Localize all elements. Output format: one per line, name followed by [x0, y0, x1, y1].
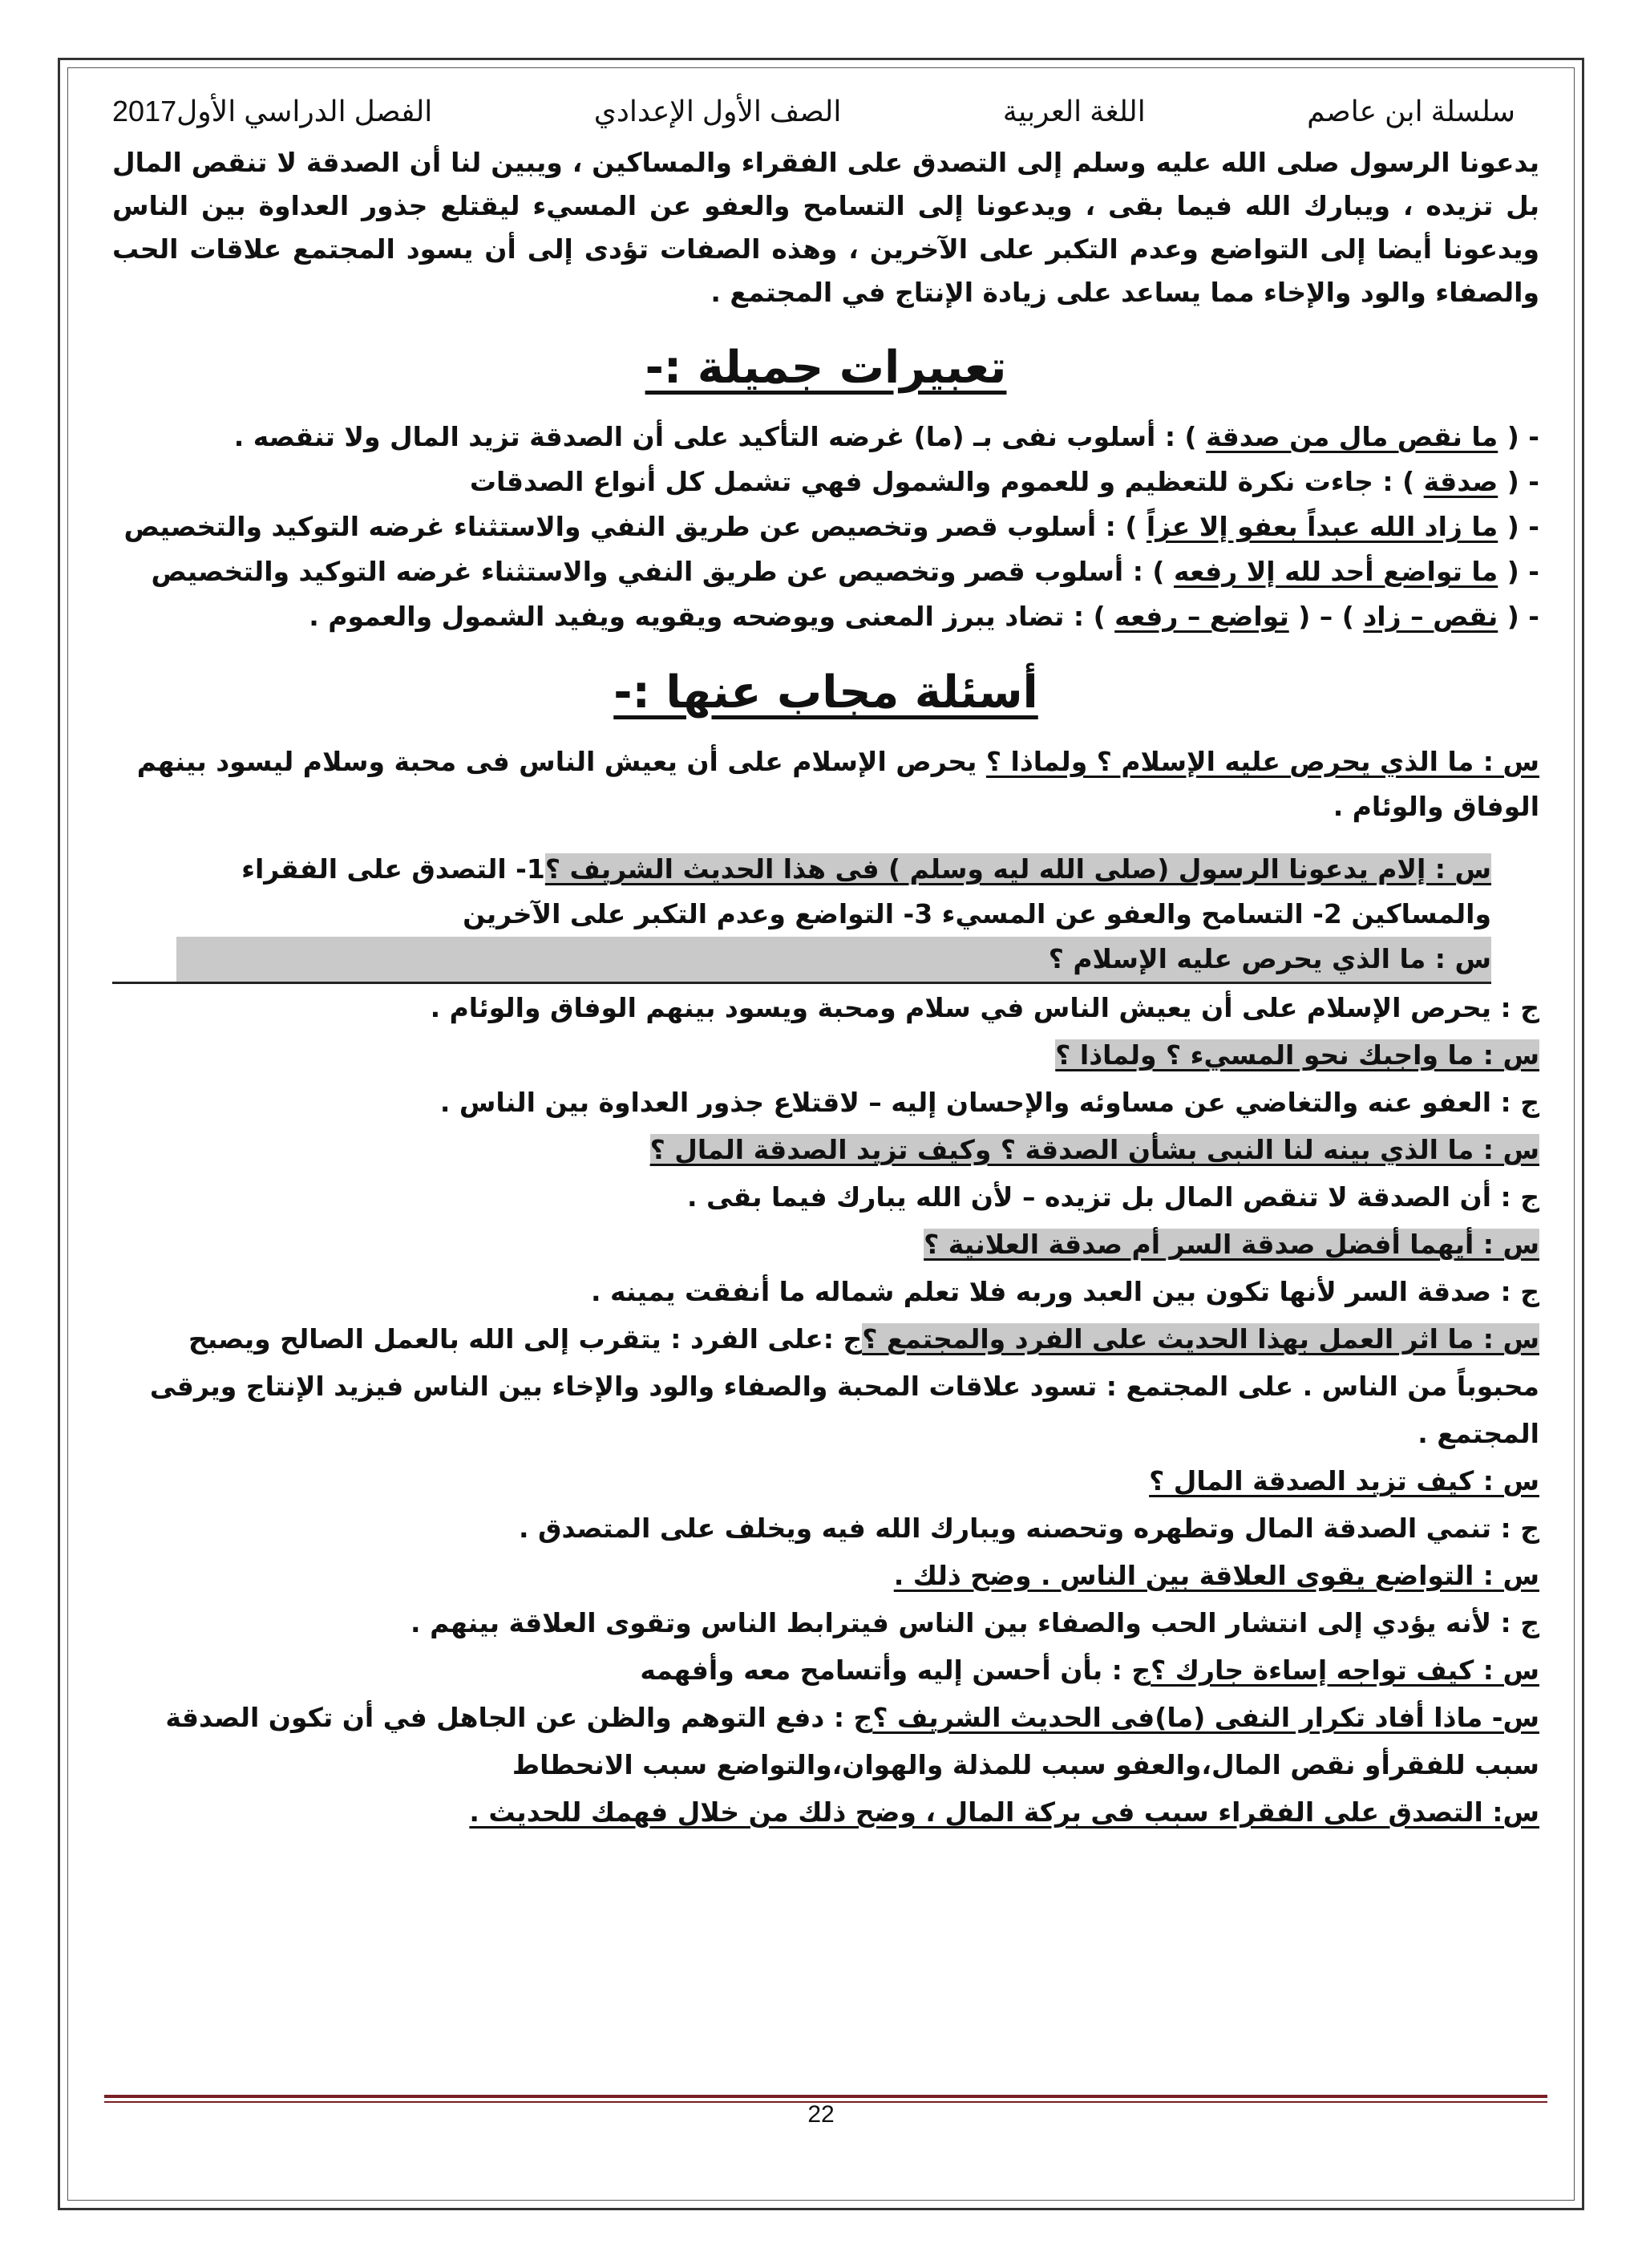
expression-item: - ( ما زاد الله عبداً بعفو إلا عزاً ) : أسلوب قصر وتخصيص عن طريق النفي والاستثناء غرضه التوكيد والتخصيص	[123, 511, 1539, 542]
question-line: س : ما الذي بينه لنا النبى بشأن الصدقة ؟ وكيف تزيد الصدقة المال ؟	[649, 1134, 1539, 1165]
qa-list	[112, 984, 1539, 1315]
question-neighbor	[112, 1646, 1539, 1694]
expression-item: - ( صدقة ) : جاءت نكرة للتعظيم و للعموم والشمول فهي تشمل كل أنواع الصدقات	[469, 466, 1539, 497]
answer-line: ج : العفو عنه والتغاضي عن مساوئه والإحسان إليه – لاقتلاع جذور العداوة بين الناس .	[439, 1087, 1539, 1118]
question-line: س : ما واجبك نحو المسيء ؟ ولماذا ؟	[1055, 1039, 1539, 1071]
answer-line: ج : صدقة السر لأنها تكون بين العبد وربه فلا تعلم شماله ما أنفقت يمينه .	[591, 1276, 1539, 1307]
header-term: الفصل الدراسي الأول2017	[112, 95, 433, 128]
question-3-text: س : ما الذي يحرص عليه الإسلام ؟	[176, 937, 1491, 982]
answer-line: ج : تنمي الصدقة المال وتطهره وتحصنه ويبارك الله فيه ويخلف على المتصدق .	[518, 1513, 1539, 1544]
intro-paragraph: يدعونا الرسول صلى الله عليه وسلم إلى التصدق على الفقراء والمساكين ، ويبين لنا أن الصدقة لا تنقص المال بل تزيده ، ويبارك الله فيما بقى ، ويدعونا إلى التسامح والعفو عن المسيء ليقتلع جذور العداوة بين الناس ويدعونا أيضا إلى التواضع وعدم التكبر على الآخرين ، وهذه الصفات تؤدى إلى أن يسود المجتمع علاقات الحب والصفاء والود والإخاء مما يساعد على زيادة الإنتاج في المجتمع .	[112, 147, 1539, 308]
question-3	[112, 937, 1491, 984]
question-last: س: التصدق على الفقراء سبب فى بركة المال ، وضح ذلك من خلال فهمك للحديث .	[469, 1796, 1539, 1828]
answer-line: ج : لأنه يؤدي إلى انتشار الحب والصفاء بين الناس فيترابط الناس وتقوى العلاقة بينهم .	[410, 1607, 1539, 1638]
header-subject: اللغة العربية	[1002, 95, 1146, 128]
question-negation-answer: ج : دفع التوهم والظن عن الجاهل في أن تكون الصدقة سبب للفقرأو نقص المال،والعفو سبب للمذلة والهوان،والتواضع سبب الانحطاط	[165, 1702, 1539, 1780]
question-effect	[112, 1315, 1539, 1457]
question-2-text: س : إلام يدعونا الرسول (صلى الله ليه وسلم ) فى هذا الحديث الشريف ؟	[544, 853, 1491, 885]
answer-line: ج : أن الصدقة لا تنقص المال بل تزيده – لأن الله يبارك فيما بقى .	[686, 1181, 1539, 1213]
page-header	[112, 95, 1539, 141]
footer-rule	[104, 2095, 1547, 2098]
question-line: س : التواضع يقوى العلاقة بين الناس . وضح ذلك .	[893, 1560, 1539, 1591]
page-number: 22	[807, 2101, 835, 2128]
expression-item: - ( ما نقص مال من صدقة ) : أسلوب نفى بـ (ما) غرضه التأكيد على أن الصدقة تزيد المال ولا تنقصه .	[233, 421, 1539, 452]
question-negation-text: س- ماذا أفاد تكرار النفى (ما)فى الحديث الشريف ؟	[872, 1702, 1539, 1733]
question-line: س : أيهما أفضل صدقة السر أم صدقة العلانية ؟	[924, 1229, 1539, 1260]
header-grade: الصف الأول الإعدادي	[593, 95, 842, 128]
question-effect-answer: ج :على الفرد : يتقرب إلى الله بالعمل الصالح ويصبح محبوباً من الناس . على المجتمع : تسود علاقات المحبة والصفاء والود والإخاء بين الناس فيزيد الإنتاج ويرقى المجتمع .	[149, 1323, 1539, 1449]
question-negation	[112, 1694, 1539, 1788]
questions-title: أسئلة مجاب عنها :-	[613, 666, 1038, 719]
question-2-block	[112, 847, 1539, 984]
answer-line: ج : يحرص الإسلام على أن يعيش الناس في سلام ومحبة ويسود بينهم الوفاق والوئام .	[430, 992, 1539, 1023]
expressions-title: تعبيرات جميلة :-	[645, 342, 1007, 394]
expressions-list	[112, 415, 1539, 639]
question-neighbor-answer: ج : بأن أحسن إليه وأتسامح معه وأفهمه	[640, 1654, 1151, 1686]
question-2-answer-2: والمساكين 2- التسامح والعفو عن المسيء 3- التواضع وعدم التكبر على الآخرين	[463, 898, 1491, 929]
expression-item: - ( ما تواضع أحد لله إلا رفعه ) : أسلوب قصر وتخصيص عن طريق النفي والاستثناء غرضه التوكيد والتخصيص	[151, 556, 1539, 587]
question-line: س : كيف تزيد الصدقة المال ؟	[1149, 1465, 1539, 1496]
question-1-answer: يحرص الإسلام على أن يعيش الناس فى محبة وسلام ليسود بينهم الوفاق والوئام .	[136, 746, 1539, 822]
question-2-answer-1: 1- التصدق على الفقراء	[241, 853, 545, 885]
question-neighbor-text: س : كيف تواجه إساءة جارك ؟	[1151, 1654, 1539, 1686]
question-2	[112, 847, 1491, 892]
question-1-text: س : ما الذي يحرص عليه الإسلام ؟ ولماذا ؟	[985, 746, 1539, 777]
page-content	[112, 95, 1539, 1836]
question-1	[112, 739, 1539, 829]
expression-item: - ( نقص – زاد ) – ( تواضع – رفعه ) : تضاد يبرز المعنى ويوضحه ويقويه ويفيد الشمول والعموم .	[309, 601, 1539, 632]
header-series: سلسلة ابن عاصم	[1307, 95, 1515, 128]
question-effect-text: س : ما اثر العمل بهذا الحديث على الفرد والمجتمع ؟	[862, 1323, 1539, 1355]
